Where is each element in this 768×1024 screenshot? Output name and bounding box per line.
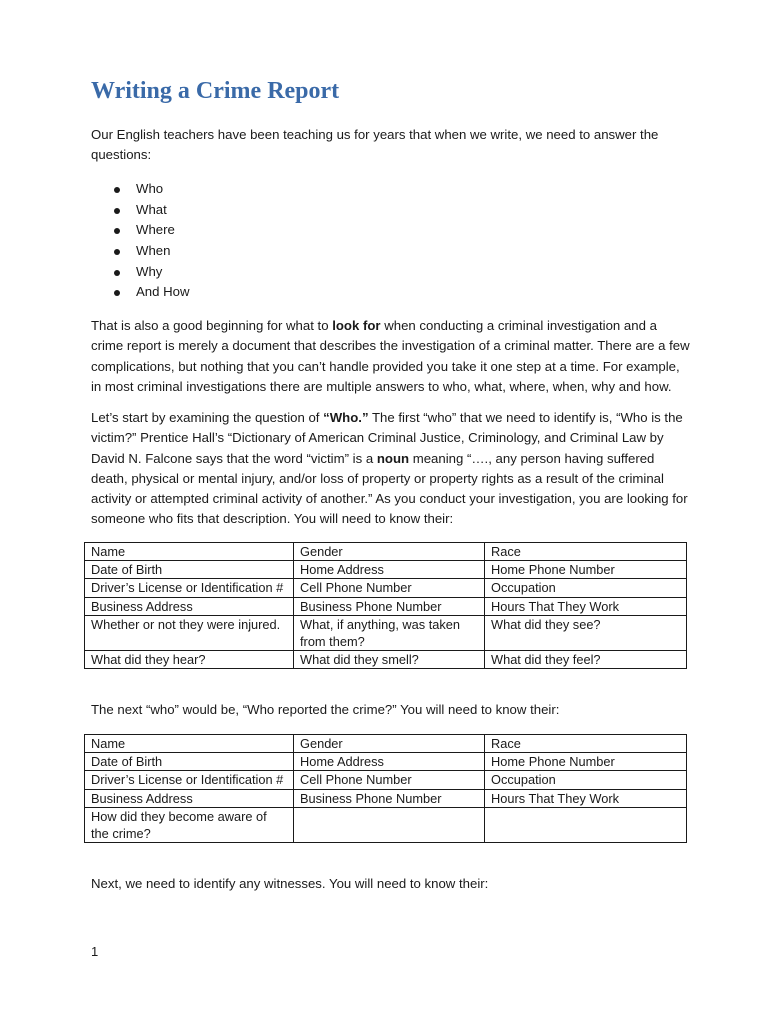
table-row: Whether or not they were injured. What, if anything, was taken from them? What did they see? — [85, 615, 687, 650]
victim-paragraph: Let’s start by examining the question of “Who.” The first “who” that we need to identify is, “Who is the victim?” Prentice Hall’s “Dictionary of American Criminal Justice, Criminology, and Criminal Law by David N. Falcone says that the word “victim” is a noun meaning “…., any person having suffered death, physical or mental injury, and/or loss of property or property rights as a result of the criminal activity or attempted criminal activity of another.” As you conduct your investigation, you are looking for someone who fits that description. You will need to know their: — [91, 410, 688, 527]
table-row: Business Address Business Phone Number Hours That They Work — [85, 597, 687, 615]
reporter-paragraph: The next “who” would be, “Who reported the crime?” You will need to know their: — [91, 702, 560, 717]
bullet-icon — [114, 290, 120, 296]
bullet-icon — [114, 228, 120, 234]
table-row: Name Gender Race — [85, 735, 687, 753]
bullet-icon — [114, 249, 120, 255]
victim-info-table — [84, 542, 687, 669]
question-list — [114, 179, 190, 303]
list-item: And How — [114, 282, 190, 303]
table-row: Driver’s License or Identification # Cell Phone Number Occupation — [85, 771, 687, 789]
reporter-info-table — [84, 734, 687, 843]
list-item: When — [114, 241, 190, 262]
page-title: Writing a Crime Report — [91, 78, 340, 104]
page-number: 1 — [91, 944, 99, 959]
table-row: Date of Birth Home Address Home Phone Number — [85, 561, 687, 579]
table-row: Business Address Business Phone Number Hours That They Work — [85, 789, 687, 807]
table-row: Driver’s License or Identification # Cell Phone Number Occupation — [85, 579, 687, 597]
list-item: Where — [114, 220, 190, 241]
bullet-icon — [114, 187, 120, 193]
intro-paragraph: Our English teachers have been teaching us for years that when we write, we need to answer the questions: — [91, 127, 659, 163]
witness-paragraph: Next, we need to identify any witnesses. You will need to know their: — [91, 876, 489, 891]
bullet-icon — [114, 208, 120, 214]
list-item: What — [114, 200, 190, 221]
table-row: Date of Birth Home Address Home Phone Number — [85, 753, 687, 771]
list-item: Who — [114, 179, 190, 200]
bullet-icon — [114, 270, 120, 276]
look-for-paragraph: That is also a good beginning for what to look for when conducting a criminal investigation and a crime report is merely a document that describes the investigation of a criminal matter. There are a few complications, but nothing that you can’t handle provided you take it one step at a time. For example, in most criminal investigations there are multiple answers to who, what, where, when, why and how. — [91, 318, 690, 394]
table-row: Name Gender Race — [85, 543, 687, 561]
table-row: How did they become aware of the crime? — [85, 807, 687, 842]
table-row: What did they hear? What did they smell? What did they feel? — [85, 651, 687, 669]
list-item: Why — [114, 262, 190, 283]
